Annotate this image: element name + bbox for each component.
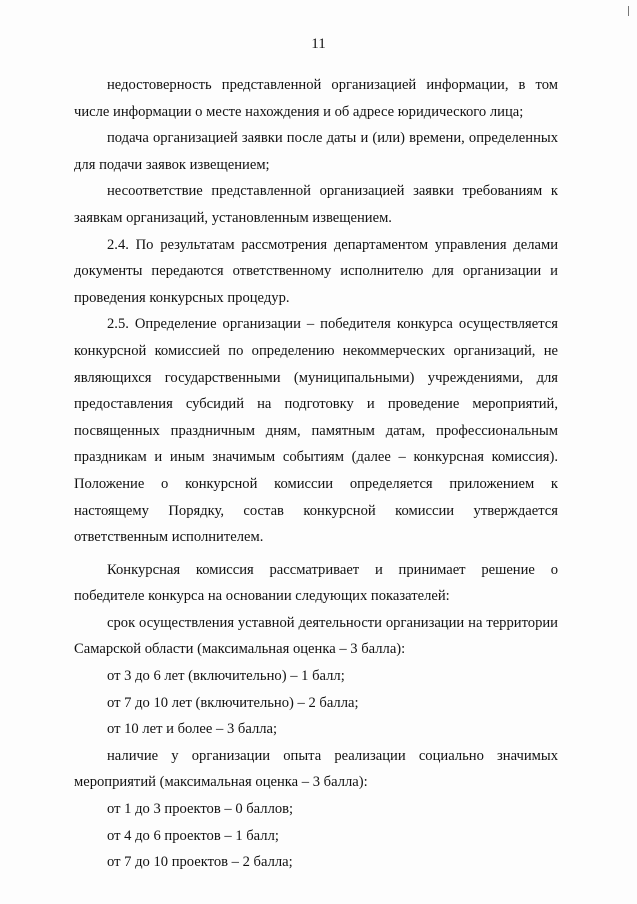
paragraph-late-application: подача организацией заявки после даты и (или) времени, определенных для подачи заявок извещением; [74,130,558,173]
document-body [74,72,558,876]
paragraph-2-5: 2.5. Определение организации – победителя конкурса осуществляется конкурсной комиссией по определению некоммерческих организаций, не являющихся государственными (муниципальными) учреждениями, для предоставления субсидий на подготовку и проведение мероприятий, посвященных праздничным дням, памятным датам, профессиональным праздникам и иным значимым событиям (далее – конкурсная комиссия). Положение о конкурсной комиссии определяется приложением к настоящему Порядку, состав конкурсной комиссии утверждается ответственным исполнителем. [74,316,558,546]
paragraph-unreliable-info: недостоверность представленной организацией информации, в том числе информации о месте нахождения и об адресе юридического лица; [74,77,558,120]
scan-mark [628,6,629,16]
list-item-projects-3: от 7 до 10 проектов – 2 балла; [107,854,293,871]
paragraph-criterion-term: срок осуществления уставной деятельности организации на территории Самарской области (максимальная оценка – 3 балла): [74,614,558,658]
list-item-projects-1: от 1 до 3 проектов – 0 баллов; [107,801,294,818]
page-number: 11 [311,36,326,52]
list-item-term-3: от 10 лет и более – 3 балла; [107,721,278,738]
list-item-projects-2: от 4 до 6 проектов – 1 балл; [107,827,279,844]
paragraph-criterion-experience: наличие у организации опыта реализации социально значимых мероприятий (максимальная оценка – 3 балла): [74,747,558,791]
paragraph-2-4: 2.4. По результатам рассмотрения департаментом управления делами документы передаются ответственному исполнителю для организации и проведения конкурсных процедур. [74,236,558,306]
list-item-term-2: от 7 до 10 лет (включительно) – 2 балла; [107,694,359,711]
list-item-term-1: от 3 до 6 лет (включительно) – 1 балл; [107,668,345,685]
paragraph-nonconformity: несоответствие представленной организацией заявки требованиям к заявкам организаций, установленным извещением. [74,183,558,226]
paragraph-commission-criteria: Конкурсная комиссия рассматривает и принимает решение о победителе конкурса на основании следующих показателей: [74,561,558,605]
